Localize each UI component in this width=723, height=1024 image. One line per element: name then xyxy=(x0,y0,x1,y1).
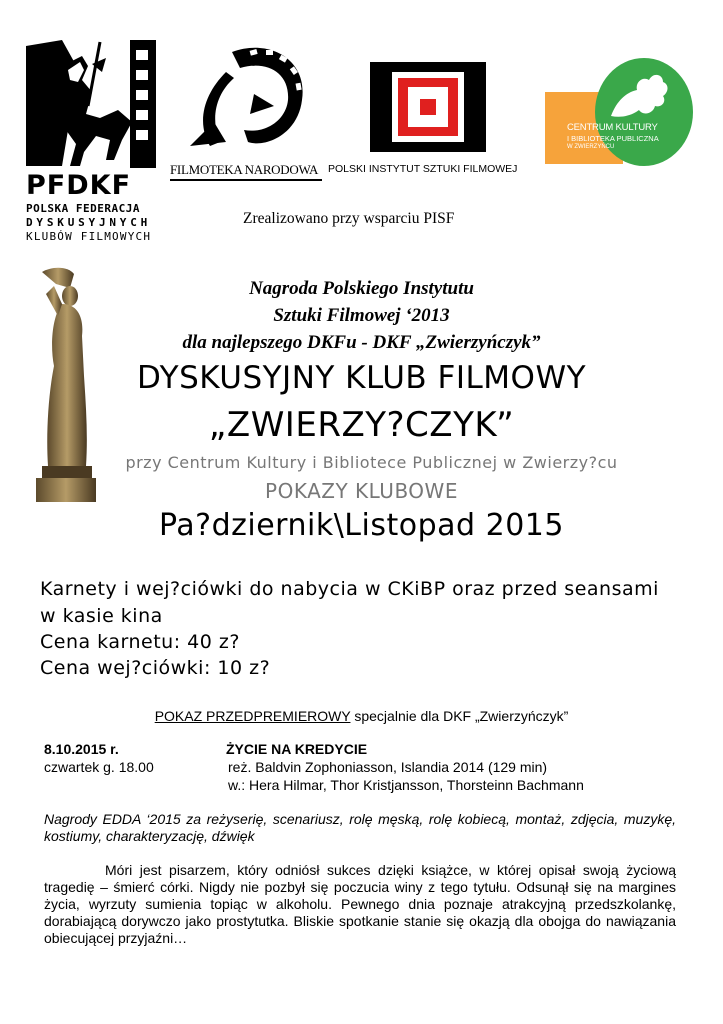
ckibp-line-3: W ZWIERZYŃCU xyxy=(567,144,615,150)
screening-header-underlined: POKAZ PRZEDPREMIEROWY xyxy=(154,708,351,724)
pfdkf-line-2: DYSKUSYJNYCH xyxy=(26,216,152,229)
tickets-line-1: Karnety i wej?ciówki do nabycia w CKiBP oraz przed seansami xyxy=(40,578,659,600)
pisf-caption: POLSKI INSTYTUT SZTUKI FILMOWEJ xyxy=(328,163,518,175)
screening-header xyxy=(0,708,723,724)
pfdkf-line-3: KLUBÓW FILMOWYCH xyxy=(26,230,152,243)
screening-date: 8.10.2015 r. xyxy=(44,741,119,757)
club-period: Pa?dziernik\Listopad 2015 xyxy=(159,508,564,543)
filmoteka-logo xyxy=(170,38,322,188)
pisf-square-icon xyxy=(370,62,486,152)
club-title: DYSKUSYJNY KLUB FILMOWY xyxy=(136,360,587,396)
support-note: Zrealizowano przy wsparciu PISF xyxy=(243,210,455,227)
pfdkf-logo xyxy=(22,36,162,248)
club-name: „ZWIERZY?CZYK” xyxy=(208,405,515,445)
award-line-3: dla najlepszego DKFu - DKF „Zwierzyńczyk” xyxy=(182,332,541,353)
screening-day-time: czwartek g. 18.00 xyxy=(44,759,154,775)
film-director: reż. Baldvin Zophoniasson, Islandia 2014 (129 min) xyxy=(228,759,548,775)
pfdkf-line-1: POLSKA FEDERACJA xyxy=(26,202,140,215)
ticket-price-single: Cena wej?ciówki: 10 z? xyxy=(40,657,271,679)
award-line-1: Nagroda Polskiego Instytutu xyxy=(249,278,474,299)
club-host: przy Centrum Kultury i Bibliotece Publicznej w Zwierzy?cu xyxy=(125,453,618,472)
don-quixote-icon xyxy=(22,36,162,176)
film-awards: Nagrody EDDA ‘2015 za reżyserię, scenariusz, rolę męską, rolę kobiecą, montaż, zdjęcia, muzykę, kostiumy, charakteryzację, dźwięk xyxy=(44,811,676,844)
ckibp-line-2: I BIBLIOTEKA PUBLICZNA xyxy=(567,134,659,143)
award-line-2: Sztuki Filmowej ‘2013 xyxy=(273,305,450,326)
ckibp-line-1: CENTRUM KULTURY xyxy=(567,122,658,133)
tickets-line-2: w kasie kina xyxy=(40,605,163,627)
film-title: ŻYCIE NA KREDYCIE xyxy=(226,741,368,757)
screening-header-rest: specjalnie dla DKF „Zwierzyńczyk” xyxy=(350,708,569,724)
filmoteka-caption: FILMOTEKA NARODOWA xyxy=(170,162,322,181)
film-reel-icon xyxy=(170,38,322,156)
film-synopsis: Móri jest pisarzem, który odniósł sukces dzięki książce, w której opisał swoją życiową tragedię – śmierć córki. Nigdy nie pozbył się poczucia winy z tego tytułu. Odsunął się na margines życia, wyrzuty sumienia topiąc w alkoholu. Pewnego dnia poznaje atrakcyjną przedszkolankę, dorabiającą dorywczo jako prostytutka. Bliskie spotkanie stanie się okazją dla obojga do nawiązania obiecującej przyjaźni… xyxy=(44,862,676,946)
film-cast: w.: Hera Hilmar, Thor Kristjansson, Thorsteinn Bachmann xyxy=(228,777,584,793)
club-section: POKAZY KLUBOWE xyxy=(265,479,458,503)
ticket-price-pass: Cena karnetu: 40 z? xyxy=(40,631,240,653)
pisf-logo xyxy=(326,60,536,180)
pfdkf-mark: PFDKF xyxy=(26,170,132,201)
oak-leaf-icon xyxy=(607,70,671,122)
ckibp-logo xyxy=(545,56,693,168)
